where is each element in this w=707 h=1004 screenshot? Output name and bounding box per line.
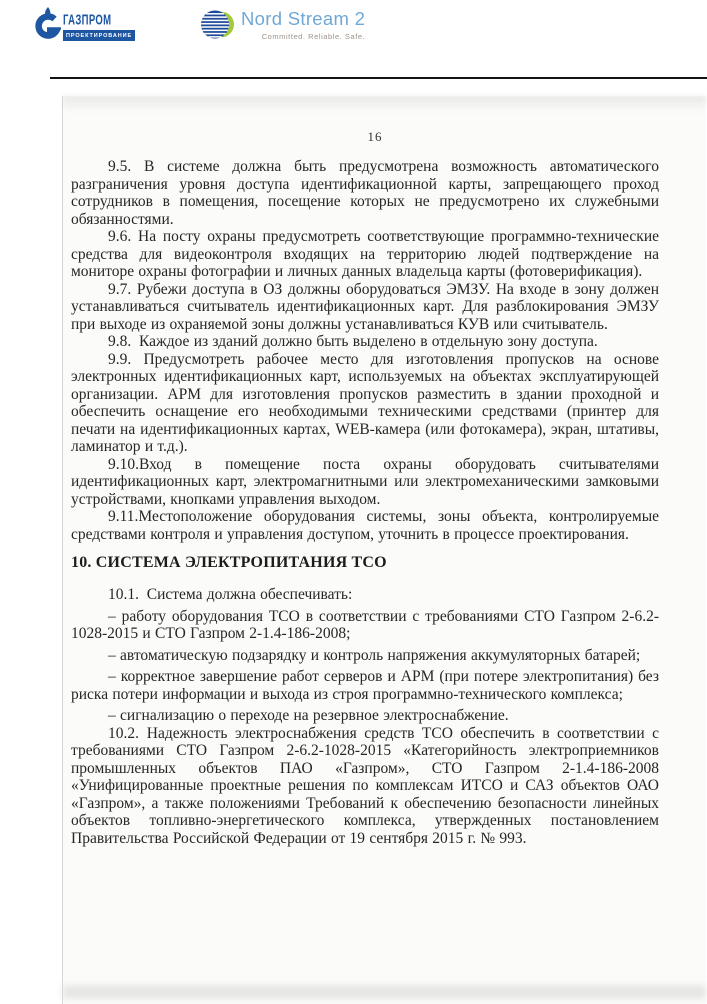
nordstream-text-block: [241, 8, 365, 41]
paragraph: 9.6. На посту охраны предусмотреть соответствующие программно-технические средства для видеоконтроля входящих на территорию людей подтверждение на мониторе охраны фотографии и личных данных владельца карты (фотоверификация).: [71, 228, 659, 280]
paragraph: 9.7. Рубежи доступа в ОЗ должны оборудоваться ЭМЗУ. На входе в зону должен устанавливаться считыватель идентификационных карт. Для разблокирования ЭМЗУ при выходе из охраняемой зоны должны устанавливаться КУВ или считыватель.: [71, 280, 659, 333]
letterhead: [0, 0, 707, 95]
gazprom-flame-icon: [33, 6, 61, 42]
paragraph: 9.5. В системе должна быть предусмотрена возможность автоматического разграничения уровня доступа идентификационной карты, запрещающего проход сотрудников в помещения, посещение которых не предусмотрено их служебными обязанностями.: [71, 158, 659, 228]
section-heading: 10. СИСТЕМА ЭЛЕКТРОПИТАНИЯ ТСО: [71, 554, 387, 571]
nordstream-logo: [201, 8, 365, 41]
paragraph: 9.10.Вход в помещение поста охраны оборудовать считывателями идентификационных карт, электромагнитными или электромеханическими замковыми устройствами, кнопками управления выходом.: [71, 455, 659, 508]
gazprom-logo: [33, 6, 135, 42]
bullet-item: – сигнализацию о переходе на резервное электроснабжение.: [108, 707, 509, 724]
gazprom-wordmark: ГАЗПРОМ: [63, 11, 112, 28]
paragraph: 10.2. Надежность электроснабжения средств ТСО обеспечить в соответствии с требованиями СТО Газпром 2-6.2-1028-2015 «Категорийность электроприемников промышленных объектов ПАО «Газпром», СТО Газпром 2-1.4-186-2008 «Унифицированные проектные решения по комплексам ИТСО и САЗ объектов ОАО «Газпром», а также положениями Требований к обеспечению безопасности линейных объектов топливно-энергетического комплекса, утвержденных постановлением Правительства Российской Федерации от 19 сентября 2015 г. № 993.: [71, 724, 659, 847]
gazprom-subbrand-badge: ПРОЕКТИРОВАНИЕ: [63, 30, 135, 41]
bullet-item: – автоматическую подзарядку и контроль напряжения аккумуляторных батарей;: [108, 646, 641, 664]
bullet-item: – корректное завершение работ серверов и АРМ (при потере электропитания) без риска потери информации и выхода из строя программно-технического комплекса;: [71, 668, 659, 703]
paragraph: 10.1. Система должна обеспечивать:: [108, 586, 353, 603]
paragraph: 9.9. Предусмотреть рабочее место для изготовления пропусков на основе электронных идентификационных карт, используемых на объектах эксплуатирующей организации. АРМ для изготовления пропусков разместить в здании проходной и обеспечить оснащение его необходимыми техническими средствами (принтер для печати на идентификационных картах, WEB-камера (или фотокамера), экран, штативы, ламинатор и т.д.).: [71, 350, 659, 455]
gazprom-text-block: [63, 6, 135, 41]
scan-bottom-shadow: [63, 986, 706, 998]
paragraph: 9.11.Местоположение оборудования системы, зоны объекта, контролируемые средствами контроля и управления доступом, уточнить в процессе проектирования.: [71, 508, 659, 543]
scanned-page: [62, 96, 706, 1004]
nordstream-globe-icon: [201, 8, 234, 41]
paragraph: 9.8. Каждое из зданий должно быть выделено в отдельную зону доступа.: [108, 333, 598, 350]
nordstream-tagline: Committed. Reliable. Safe.: [261, 32, 366, 41]
nordstream-wordmark: Nord Stream 2: [241, 8, 366, 29]
page-number: 16: [367, 129, 383, 144]
document-body: [63, 96, 706, 847]
header-rule: [50, 77, 707, 79]
bullet-item: – работу оборудования ТСО в соответствии с требованиями СТО Газпром 2-6.2-1028-2015 и СТО Газпром 2-1.4-186-2008;: [71, 607, 659, 642]
